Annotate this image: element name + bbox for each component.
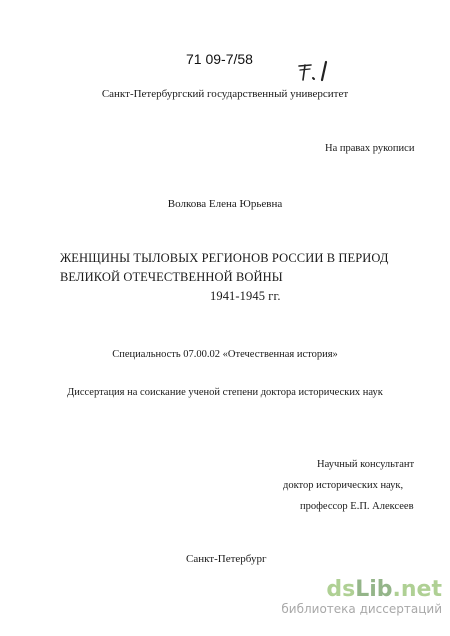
university-name: Санкт-Петербургский государственный университет bbox=[101, 88, 349, 100]
manuscript-rights: На правах рукописи bbox=[325, 143, 415, 154]
title-line-1: ЖЕНЩИНЫ ТЫЛОВЫХ РЕГИОНОВ РОССИИ В ПЕРИОД bbox=[60, 251, 389, 265]
watermark-logo: dsLib.net bbox=[326, 577, 442, 602]
consultant-name: профессор Е.П. Алексеев bbox=[300, 501, 414, 512]
consultant-role: Научный консультант bbox=[317, 459, 415, 470]
city-name: Санкт-Петербург bbox=[186, 553, 267, 565]
consultant-degree: доктор исторических наук, bbox=[283, 480, 404, 491]
title-years: 1941-1945 гг. bbox=[210, 289, 281, 303]
document-code: 71 09-7/58 bbox=[186, 51, 253, 67]
title-line-2: ВЕЛИКОЙ ОТЕЧЕСТВЕННОЙ ВОЙНЫ bbox=[60, 270, 283, 284]
specialty-line: Специальность 07.00.02 «Отечественная история» bbox=[112, 349, 338, 360]
dissertation-title bbox=[60, 249, 440, 306]
dslib-watermark bbox=[281, 577, 442, 624]
watermark-tagline: библиотека диссертаций bbox=[281, 602, 442, 616]
handwritten-volume-mark bbox=[296, 56, 346, 86]
scientific-consultant bbox=[283, 454, 414, 517]
author-name: Волкова Елена Юрьевна bbox=[167, 198, 283, 210]
dissertation-degree: Диссертация на соискание ученой степени доктора исторических наук bbox=[67, 387, 383, 398]
